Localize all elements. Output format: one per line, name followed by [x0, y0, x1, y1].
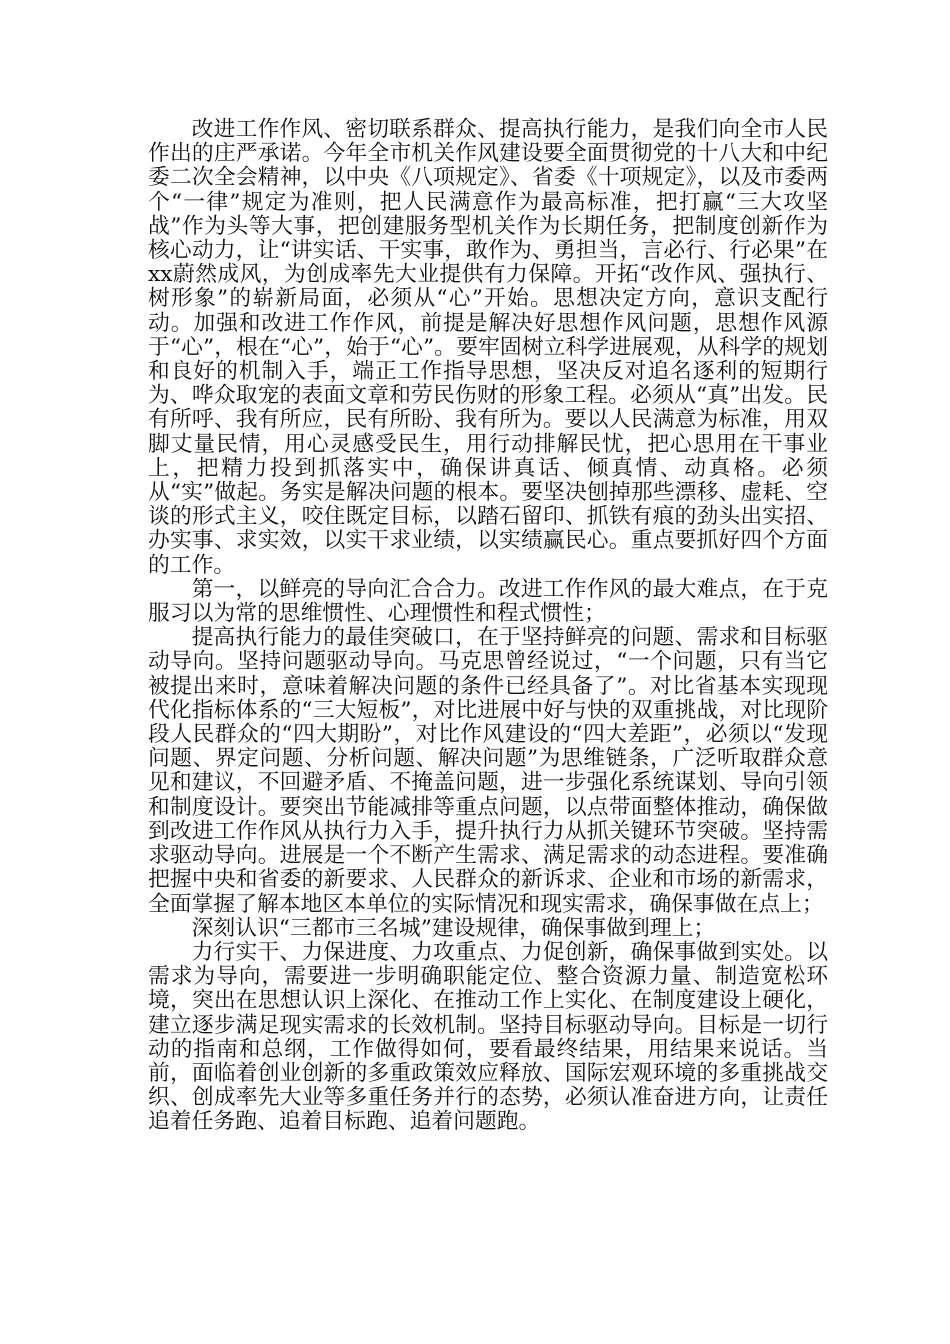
document-body: [148, 118, 828, 1135]
paragraph-5: 力行实干、力保进度、力攻重点、力促创新，确保事做到实处。以需求为导向，需要进一步明确职能定位、整合资源力量、制造宽松环境，突出在思想认识上深化、在推动工作上实化、在制度建设上硬化，建立逐步满足现实需求的长效机制。坚持目标驱动导向。目标是一切行动的指南和总纲，工作做得如何，要看最终结果，用结果来说话。当前，面临着创业创新的多重政策效应释放、国际宏观环境的多重挑战交织、创成率先大业等多重任务并行的态势，必须认准奋进方向，让责任追着任务跑、追着目标跑、追着问题跑。: [148, 939, 828, 1135]
paragraph-4: 深刻认识“三都市三名城”建设规律，确保事做到理上；: [191, 915, 716, 941]
paragraph-3: 提高执行能力的最佳突破口，在于坚持鲜亮的问题、需求和目标驱动导向。坚持问题驱动导向。马克思曾经说过，“一个问题，只有当它被提出来时，意味着解决问题的条件已经具备了”。对比省基本实现现代化指标体系的“三大短板”，对比进展中好与快的双重挑战，对比现阶段人民群众的“四大期盼”，对比作风建设的“四大差距”，必须以“发现问题、界定问题、分析问题、解决问题”为思维链条，广泛听取群众意见和建议，不回避矛盾、不掩盖问题，进一步强化系统谋划、导向引领和制度设计。要突出节能减排等重点问题，以点带面整体推动，确保做到改进工作作风从执行力入手，提升执行力从抓关键环节突破。坚持需求驱动导向。进展是一个不断产生需求、满足需求的动态进程。要准确把握中央和省委的新要求、人民群众的新诉求、企业和市场的新需求，全面掌握了解本地区本单位的实际情况和现实需求，确保事做在点上；: [148, 625, 828, 917]
paragraph-2: 第一，以鲜亮的导向汇合合力。改进工作作风的最大难点，在于克服习以为常的思维惯性、心理惯性和程式惯性；: [148, 576, 828, 627]
paragraph-1: 改进工作作风、密切联系群众、提高执行能力，是我们向全市人民作出的庄严承诺。今年全市机关作风建设要全面贯彻党的十八大和中纪委二次全会精神，以中央《八项规定》、省委《十项规定》，以及市委两个“一律”规定为准则，把人民满意作为最高标准，把打赢“三大攻坚战”作为头等大事，把创建服务型机关作为长期任务，把制度创新作为核心动力，让“讲实话、干实事，敢作为、勇担当，言必行、行必果”在xx蔚然成风，为创成率先大业提供有力保障。开拓“改作风、强执行、树形象”的崭新局面，必须从“心”开始。思想决定方向，意识支配行动。加强和改进工作作风，前提是解决好思想作风问题，思想作风源于“心”，根在“心”，始于“心”。要牢固树立科学进展观，从科学的规划和良好的机制入手，端正工作指导思想，坚决反对追名逐利的短期行为、哗众取宠的表面文章和劳民伤财的形象工程。必须从“真”出发。民有所呼、我有所应，民有所盼、我有所为。要以人民满意为标准，用双脚丈量民情，用心灵感受民生，用行动排解民忧，把心思用在干事业上，把精力投到抓落实中，确保讲真话、倾真情、动真格。必须从“实”做起。务实是解决问题的根本。要坚决刨掉那些漂移、虚耗、空谈的形式主义，咬住既定目标，以踏石留印、抓铁有痕的劲头出实招、办实事、求实效，以实干求业绩，以实绩赢民心。重点要抓好四个方面的工作。: [148, 117, 828, 578]
